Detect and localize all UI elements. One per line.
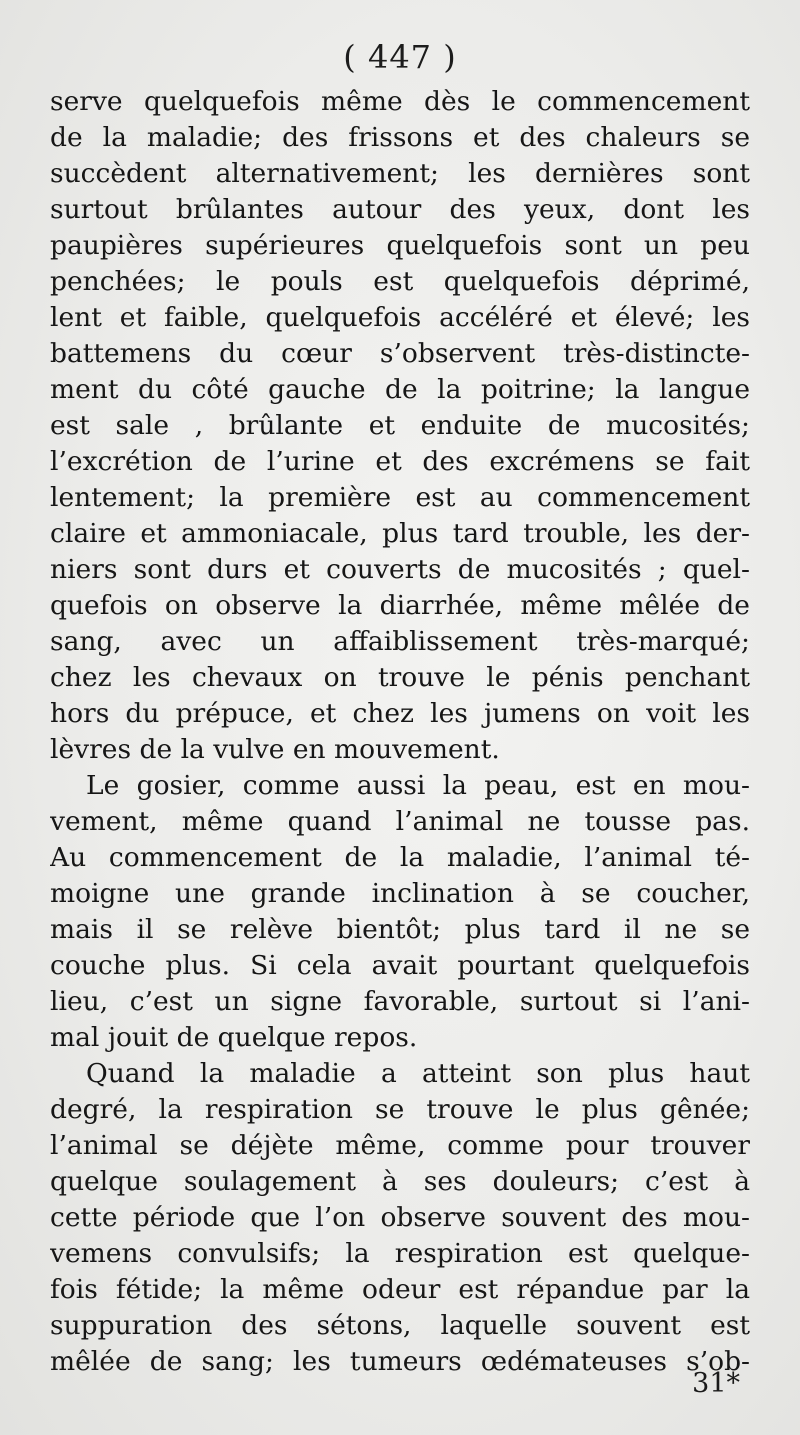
text-line: penchées; le pouls est quelquefois déprimé, bbox=[50, 266, 750, 297]
text-line: l’excrétion de l’urine et des excrémens se fait bbox=[50, 446, 750, 477]
paragraph bbox=[50, 768, 750, 1056]
text-line: quelque soulagement à ses douleurs; c’est à bbox=[50, 1166, 750, 1197]
text-line: Quand la maladie a atteint son plus haut bbox=[86, 1058, 750, 1089]
text-line: ment du côté gauche de la poitrine; la langue bbox=[50, 374, 750, 405]
text-line: vement, même quand l’animal ne tousse pas. bbox=[50, 806, 750, 837]
text-line: lentement; la première est au commencement bbox=[50, 482, 750, 513]
text-line: vemens convulsifs; la respiration est quelque- bbox=[50, 1238, 750, 1269]
paragraph bbox=[50, 84, 750, 768]
text-line: lieu, c’est un signe favorable, surtout si l’ani- bbox=[50, 986, 750, 1017]
text-line: suppuration des sétons, laquelle souvent est bbox=[50, 1310, 750, 1341]
text-line: niers sont durs et couverts de mucosités ; quel- bbox=[50, 554, 750, 585]
text-line: couche plus. Si cela avait pourtant quelquefois bbox=[50, 950, 750, 981]
text-line: mais il se relève bientôt; plus tard il ne se bbox=[50, 914, 750, 945]
text-line: l’animal se déjète même, comme pour trouver bbox=[50, 1130, 750, 1161]
text-line: mal jouit de quelque repos. bbox=[50, 1022, 418, 1053]
text-line: Le gosier, comme aussi la peau, est en mou- bbox=[86, 770, 750, 801]
text-line: est sale , brûlante et enduite de mucosités; bbox=[50, 410, 750, 441]
text-line: lèvres de la vulve en mouvement. bbox=[50, 734, 500, 765]
text-line: degré, la respiration se trouve le plus gênée; bbox=[50, 1094, 750, 1125]
signature-mark: 31* bbox=[692, 1368, 740, 1399]
text-line: battemens du cœur s’observent très-distincte- bbox=[50, 338, 750, 369]
text-line: moigne une grande inclination à se coucher, bbox=[50, 878, 750, 909]
text-line: sang, avec un affaiblissement très-marqué; bbox=[50, 626, 750, 657]
text-line: paupières supérieures quelquefois sont un peu bbox=[50, 230, 750, 261]
paragraph bbox=[50, 1056, 750, 1380]
text-line: serve quelquefois même dès le commencement bbox=[50, 86, 750, 117]
text-line: chez les chevaux on trouve le pénis penchant bbox=[50, 662, 750, 693]
body-text bbox=[50, 84, 750, 1380]
text-line: quefois on observe la diarrhée, même mêlée de bbox=[50, 590, 750, 621]
text-line: succèdent alternativement; les dernières sont bbox=[50, 158, 750, 189]
text-line: fois fétide; la même odeur est répandue par la bbox=[50, 1274, 750, 1305]
text-line: Au commencement de la maladie, l’animal té- bbox=[50, 842, 750, 873]
text-line: mêlée de sang; les tumeurs œdémateuses s’ob- bbox=[50, 1346, 750, 1377]
text-line: de la maladie; des frissons et des chaleurs se bbox=[50, 122, 750, 153]
text-line: hors du prépuce, et chez les jumens on voit les bbox=[50, 698, 750, 729]
text-line: lent et faible, quelquefois accéléré et élevé; les bbox=[50, 302, 750, 333]
text-line: cette période que l’on observe souvent des mou- bbox=[50, 1202, 750, 1233]
text-line: claire et ammoniacale, plus tard trouble, les der- bbox=[50, 518, 750, 549]
text-line: surtout brûlantes autour des yeux, dont les bbox=[50, 194, 750, 225]
page-number: ( 447 ) bbox=[343, 38, 457, 76]
